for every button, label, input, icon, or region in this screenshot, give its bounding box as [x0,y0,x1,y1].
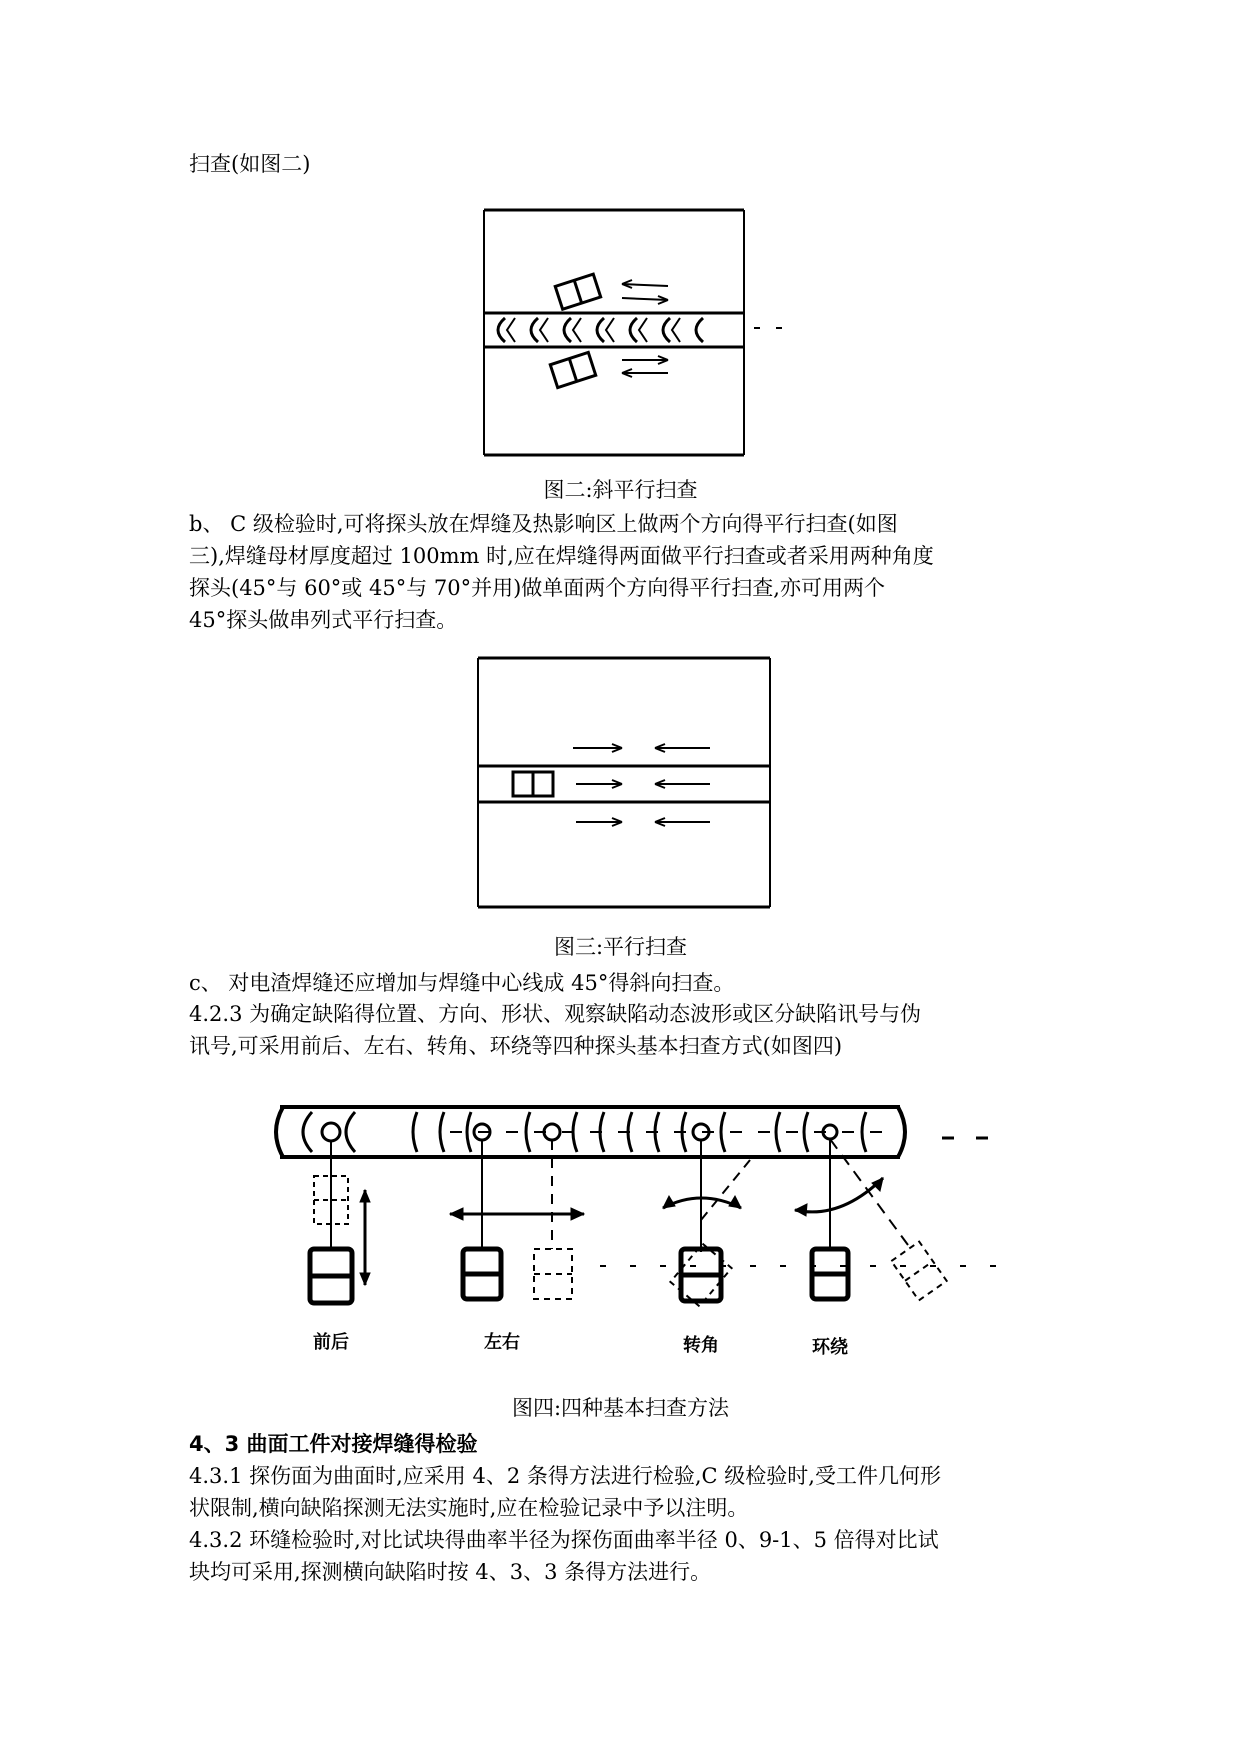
paragraph-line: 讯号,可采用前后、左右、转角、环绕等四种探头基本扫查方式(如图四) [189,1034,843,1058]
figure-4-caption: 图四:四种基本扫查方法 [511,1396,730,1420]
paragraph-line: 4.2.3 为确定缺陷得位置、方向、形状、观察缺陷动态波形或区分缺陷讯号与伪 [189,1002,922,1026]
paragraph-line: 状限制,横向缺陷探测无法实施时,应在检验记录中予以注明。 [189,1496,749,1520]
paragraph-line: 4.3.1 探伤面为曲面时,应采用 4、2 条得方法进行检验,C 级检验时,受工件几何形 [189,1464,941,1488]
scan-label-orbit: 环绕 [812,1337,848,1358]
scan-label-rotate: 转角 [683,1335,719,1356]
paragraph-line: 块均可采用,探测横向缺陷时按 4、3、3 条得方法进行。 [189,1560,712,1584]
paragraph-c: c、 对电渣焊缝还应增加与焊缝中心线成 45°得斜向扫查。 [189,971,735,995]
paragraph-line: b、 C 级检验时,可将探头放在焊缝及热影响区上做两个方向得平行扫查(如图 [189,512,898,536]
scan-label-front-back: 前后 [313,1332,349,1353]
paragraph-b [189,508,1059,636]
scan-label-left-right: 左右 [484,1332,520,1353]
paragraph-line: 探头(45°与 60°或 45°与 70°并用)做单面两个方向得平行扫查,亦可用两个 [189,576,885,600]
paragraph-line: 45°探头做串列式平行扫查。 [189,608,458,632]
figure-2-caption: 图二:斜平行扫查 [543,478,698,502]
intro-line: 扫查(如图二) [189,152,311,176]
paragraph-line: 4.3.2 环缝检验时,对比试块得曲率半径为探伤面曲率半径 0、9-1、5 倍得对比试 [189,1528,939,1552]
figure-3-caption: 图三:平行扫查 [553,935,688,959]
section-heading-4-3: 4、3 曲面工件对接焊缝得检验 [189,1432,478,1456]
paragraph-4-2-3 [189,998,1059,1062]
paragraph-4-3-2 [189,1524,1059,1588]
paragraph-4-3-1 [189,1460,1059,1524]
paragraph-line: 三),焊缝母材厚度超过 100mm 时,应在焊缝得两面做平行扫查或者采用两种角度 [189,544,934,568]
